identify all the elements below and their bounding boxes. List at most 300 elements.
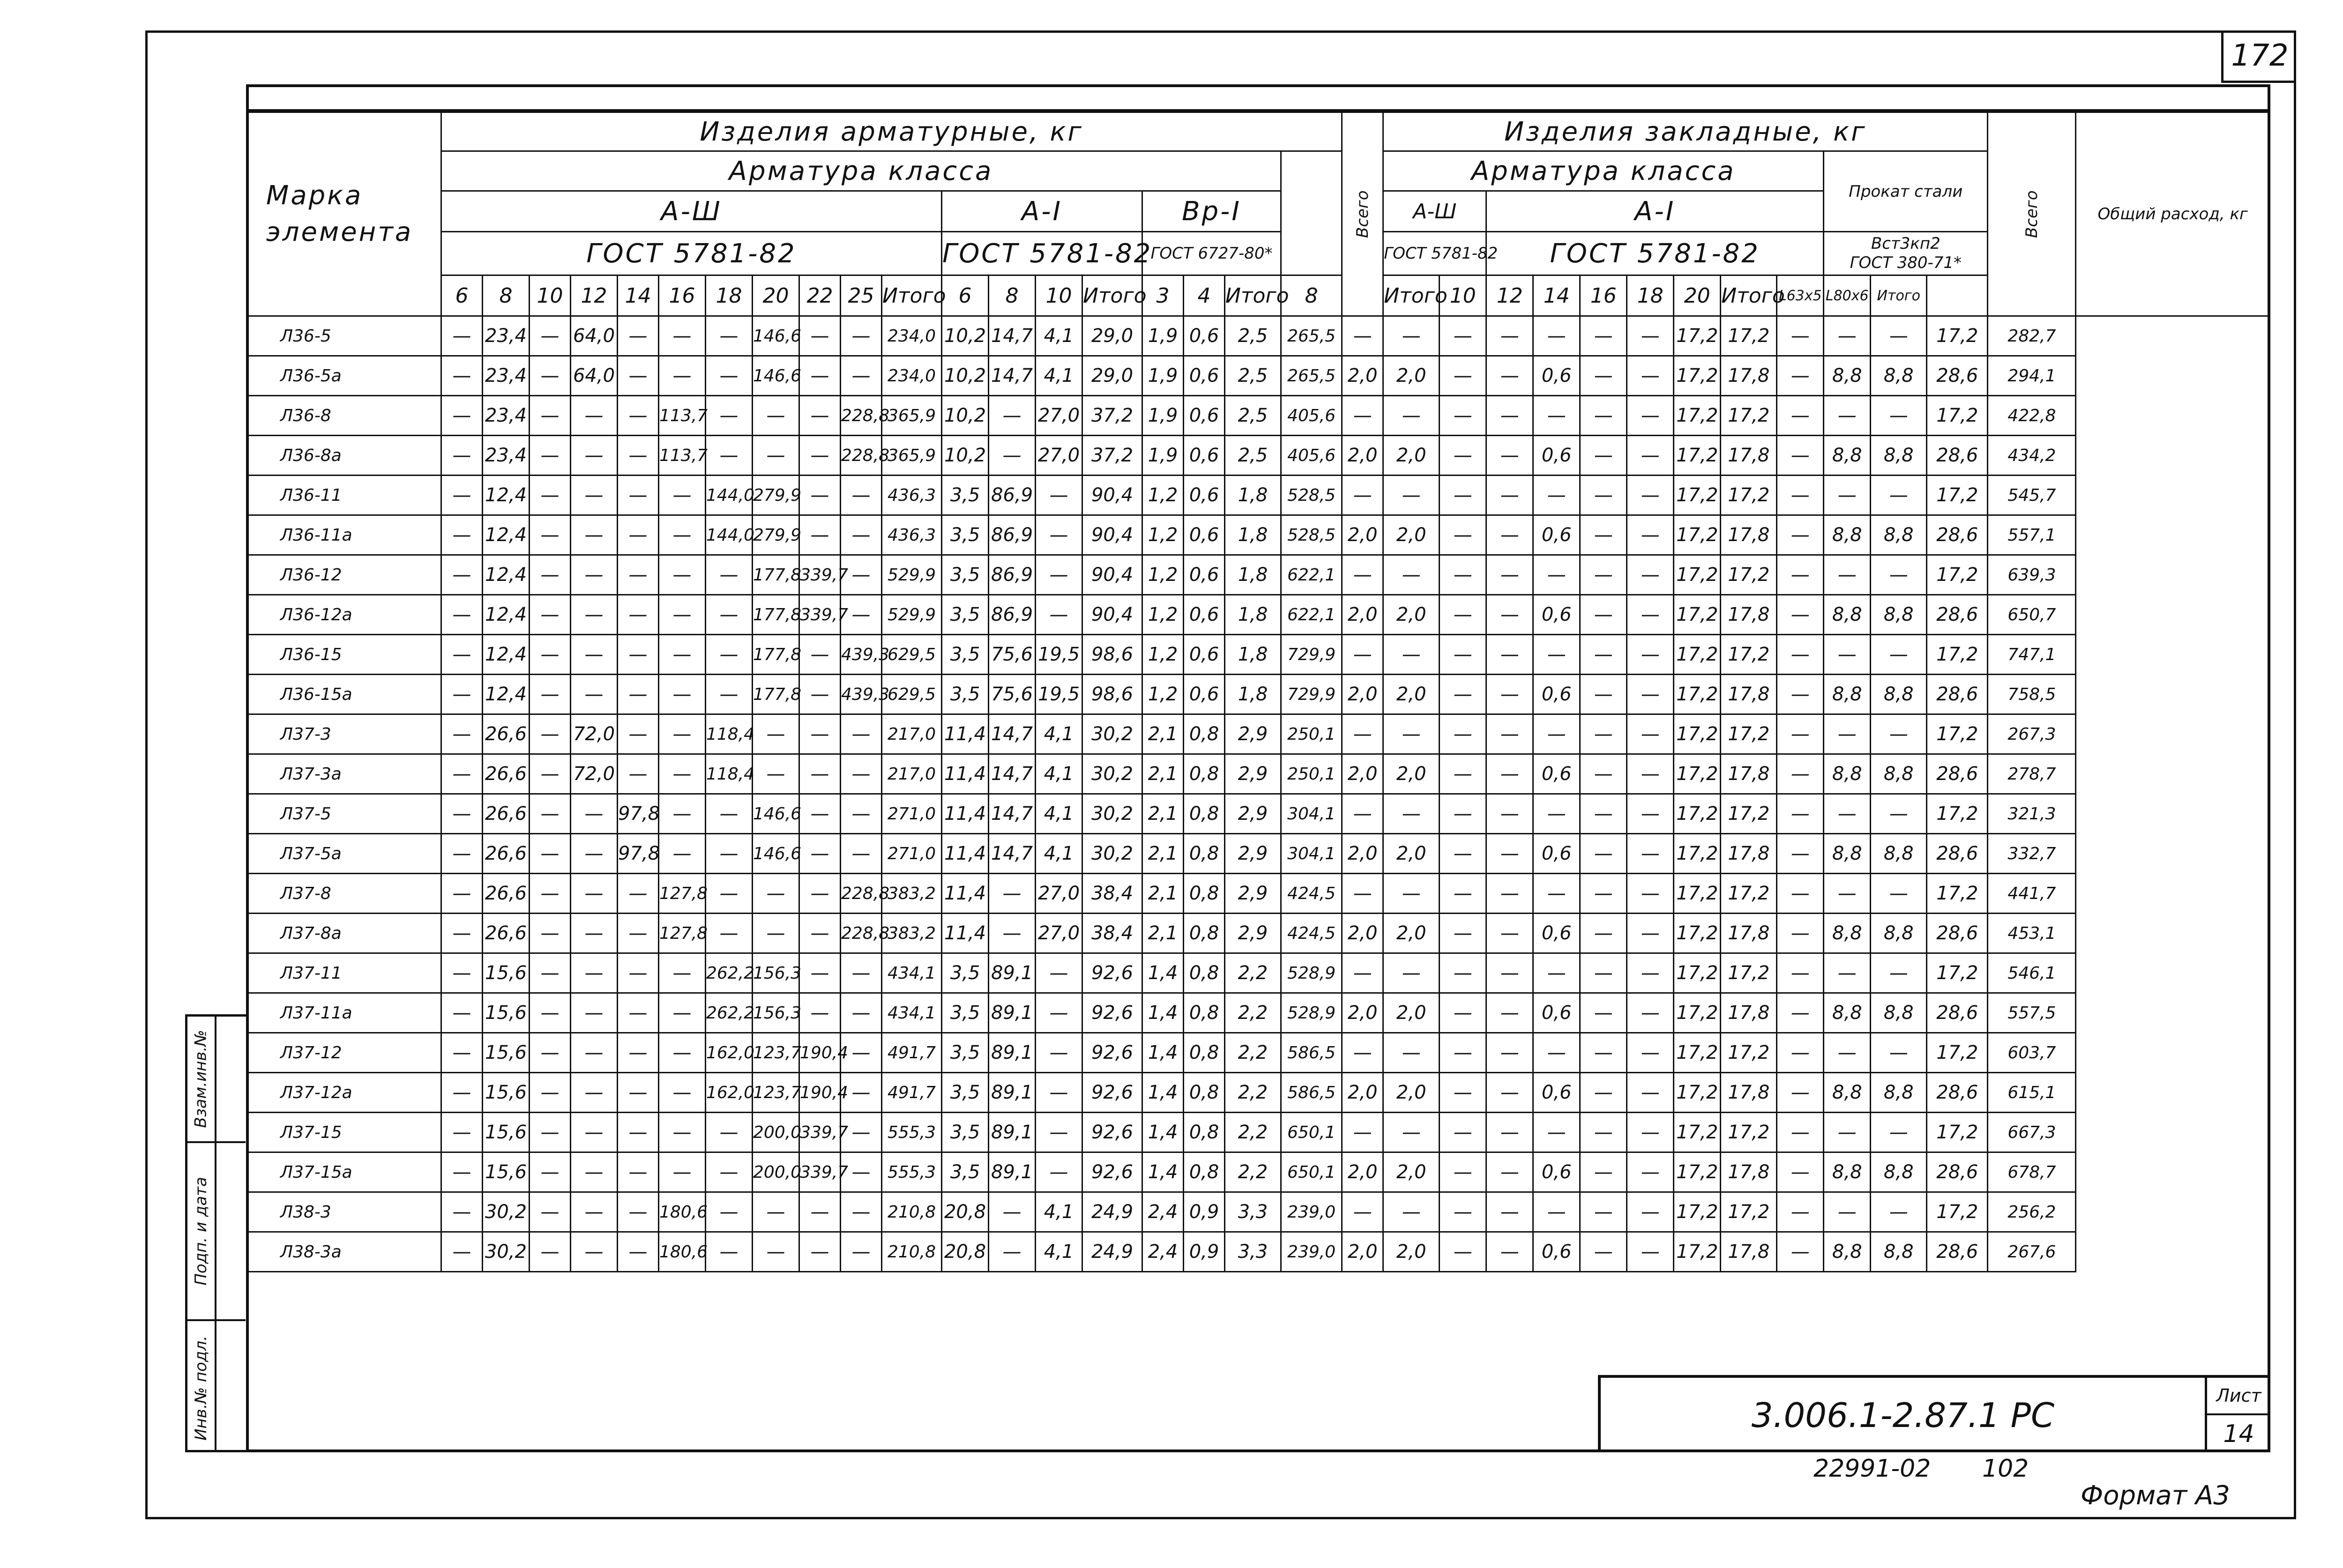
table-cell: — xyxy=(1580,595,1627,635)
format-label: Формат А3 xyxy=(2081,1480,2230,1511)
table-cell: — xyxy=(530,476,571,515)
table-cell: — xyxy=(618,555,659,595)
table-cell: 23,4 xyxy=(483,316,530,356)
table-cell: 2,0 xyxy=(1383,1073,1440,1113)
table-cell: 17,2 xyxy=(1674,1073,1721,1113)
table-cell: 17,2 xyxy=(1721,714,1777,754)
table-cell: — xyxy=(1342,316,1383,356)
table-cell: 26,6 xyxy=(483,754,530,794)
table-cell: — xyxy=(799,714,841,754)
table-cell: — xyxy=(441,436,483,476)
table-cell: — xyxy=(1440,396,1486,436)
table-cell: — xyxy=(1777,476,1824,515)
table-cell: — xyxy=(841,993,882,1033)
element-mark: Л36-12а xyxy=(247,595,441,635)
table-cell: 17,2 xyxy=(1674,993,1721,1033)
table-cell: 2,0 xyxy=(1383,515,1440,555)
table-row xyxy=(247,476,2270,515)
table-cell: 123,7 xyxy=(753,1073,799,1113)
table-cell: 17,2 xyxy=(1674,714,1721,754)
element-mark: Л37-3 xyxy=(247,714,441,754)
table-cell: — xyxy=(1580,555,1627,595)
element-mark: Л36-8а xyxy=(247,436,441,476)
table-cell: — xyxy=(706,675,753,714)
table-cell: — xyxy=(1824,555,1871,595)
table-cell: — xyxy=(706,635,753,675)
table-cell: — xyxy=(571,595,618,635)
table-cell: — xyxy=(753,1232,799,1272)
table-cell: 17,2 xyxy=(1674,476,1721,515)
table-cell: 17,2 xyxy=(1721,476,1777,515)
table-cell: 8,8 xyxy=(1871,1152,1927,1192)
table-cell: — xyxy=(841,953,882,993)
table-cell: 15,6 xyxy=(483,1152,530,1192)
table-cell: 2,2 xyxy=(1225,1152,1281,1192)
table-cell: 3,5 xyxy=(942,993,989,1033)
table-cell: — xyxy=(753,714,799,754)
table-cell: — xyxy=(1440,476,1486,515)
table-cell: — xyxy=(659,714,706,754)
table-cell: — xyxy=(1627,436,1674,476)
table-cell: 177,8 xyxy=(753,675,799,714)
table-row xyxy=(247,555,2270,595)
table-cell: 97,8 xyxy=(618,794,659,834)
table-cell: — xyxy=(1383,1033,1440,1073)
table-cell: — xyxy=(1627,993,1674,1033)
table-cell: 234,0 xyxy=(882,356,942,396)
table-cell: — xyxy=(530,834,571,874)
table-cell: 12,4 xyxy=(483,595,530,635)
table-row xyxy=(247,316,2270,356)
table-cell: — xyxy=(1580,1033,1627,1073)
header-prokat-grade xyxy=(1824,232,1988,275)
table-cell: 23,4 xyxy=(483,396,530,436)
table-cell: 72,0 xyxy=(571,714,618,754)
table-cell: 650,1 xyxy=(1281,1152,1342,1192)
header-vsego-right: Всего xyxy=(1988,112,2076,316)
table-cell: 1,8 xyxy=(1225,675,1281,714)
table-cell: — xyxy=(1777,1033,1824,1073)
table-cell: — xyxy=(1486,834,1533,874)
table-cell: — xyxy=(706,914,753,953)
table-cell: 615,1 xyxy=(1988,1073,2076,1113)
table-cell: 23,4 xyxy=(483,356,530,396)
element-mark: Л37-5 xyxy=(247,794,441,834)
table-cell: 10,2 xyxy=(942,356,989,396)
table-cell: 424,5 xyxy=(1281,874,1342,914)
table-cell: 17,2 xyxy=(1721,1033,1777,1073)
table-cell: 1,9 xyxy=(1142,316,1184,356)
table-cell: — xyxy=(571,396,618,436)
table-cell: — xyxy=(1824,1033,1871,1073)
table-cell: 434,2 xyxy=(1988,436,2076,476)
table-cell: — xyxy=(441,1113,483,1152)
table-cell: 2,1 xyxy=(1142,794,1184,834)
inventory-number: 22991-02 xyxy=(1813,1455,1931,1483)
table-cell: — xyxy=(571,675,618,714)
table-cell: — xyxy=(1777,834,1824,874)
table-cell: — xyxy=(706,316,753,356)
col-header-a1-right-0: 10 xyxy=(1440,275,1486,316)
element-mark: Л37-3а xyxy=(247,754,441,794)
table-cell: — xyxy=(571,436,618,476)
table-cell: 26,6 xyxy=(483,714,530,754)
table-cell: — xyxy=(618,635,659,675)
table-cell: — xyxy=(441,396,483,436)
table-cell: 586,5 xyxy=(1281,1033,1342,1073)
sheet-number: 14 xyxy=(2223,1419,2254,1448)
table-cell: — xyxy=(1627,1033,1674,1073)
table-cell: 557,5 xyxy=(1988,993,2076,1033)
table-cell: — xyxy=(1627,754,1674,794)
table-cell: 8,8 xyxy=(1824,436,1871,476)
table-cell: 26,6 xyxy=(483,874,530,914)
table-cell: — xyxy=(753,754,799,794)
table-cell: 0,8 xyxy=(1184,914,1225,953)
table-cell: 92,6 xyxy=(1082,1073,1142,1113)
table-cell: 1,8 xyxy=(1225,635,1281,675)
table-cell: — xyxy=(841,1113,882,1152)
table-cell: 37,2 xyxy=(1082,396,1142,436)
table-cell: 339,7 xyxy=(799,595,841,635)
table-cell: — xyxy=(618,953,659,993)
table-cell: 528,9 xyxy=(1281,993,1342,1033)
table-cell: — xyxy=(530,953,571,993)
table-cell: — xyxy=(1824,396,1871,436)
table-cell: 17,2 xyxy=(1721,953,1777,993)
sidebar-value-column xyxy=(216,1017,246,1450)
table-cell: — xyxy=(1486,356,1533,396)
table-cell: — xyxy=(989,914,1036,953)
table-cell: 89,1 xyxy=(989,1033,1036,1073)
table-cell: 339,7 xyxy=(799,555,841,595)
spacer xyxy=(1281,191,1342,232)
table-cell: — xyxy=(530,714,571,754)
table-cell: — xyxy=(571,794,618,834)
table-cell: 12,4 xyxy=(483,675,530,714)
table-cell: — xyxy=(659,356,706,396)
table-cell: 17,2 xyxy=(1674,1033,1721,1073)
header-gost-a3-left: ГОСТ 5781-82 xyxy=(441,232,942,275)
sidebar-label-column xyxy=(187,1017,216,1450)
table-cell: — xyxy=(1824,476,1871,515)
table-cell: — xyxy=(1777,316,1824,356)
table-cell: — xyxy=(530,1033,571,1073)
table-cell: 17,2 xyxy=(1927,396,1988,436)
table-cell: — xyxy=(1383,316,1440,356)
table-cell: 28,6 xyxy=(1927,754,1988,794)
sheet-box xyxy=(2205,1378,2270,1452)
table-cell: 294,1 xyxy=(1988,356,2076,396)
table-cell: — xyxy=(530,1192,571,1232)
table-cell: 177,8 xyxy=(753,555,799,595)
table-cell: — xyxy=(1627,914,1674,953)
table-cell: 17,2 xyxy=(1721,396,1777,436)
table-cell: 2,0 xyxy=(1383,436,1440,476)
table-cell: — xyxy=(1627,1152,1674,1192)
table-cell: 89,1 xyxy=(989,993,1036,1033)
table-cell: 2,2 xyxy=(1225,993,1281,1033)
table-cell: 17,2 xyxy=(1927,714,1988,754)
table-cell: — xyxy=(799,436,841,476)
header-gost-bp1: ГОСТ 6727-80* xyxy=(1142,232,1281,275)
table-cell: 729,9 xyxy=(1281,675,1342,714)
table-cell: 17,8 xyxy=(1721,914,1777,953)
table-cell: 2,9 xyxy=(1225,714,1281,754)
table-cell: 14,7 xyxy=(989,714,1036,754)
table-cell: 20,8 xyxy=(942,1192,989,1232)
table-cell: 17,8 xyxy=(1721,675,1777,714)
table-cell: — xyxy=(659,595,706,635)
col-header-a3-left-9: 25 xyxy=(841,275,882,316)
table-cell: — xyxy=(706,794,753,834)
table-cell: — xyxy=(1533,714,1580,754)
table-cell: 8,8 xyxy=(1824,1232,1871,1272)
table-cell: 17,8 xyxy=(1721,1152,1777,1192)
table-cell: 217,0 xyxy=(882,754,942,794)
table-cell: — xyxy=(753,396,799,436)
table-cell: 27,0 xyxy=(1036,436,1082,476)
table-cell: — xyxy=(1383,635,1440,675)
col-header-a3-left-5: 16 xyxy=(659,275,706,316)
table-cell: 28,6 xyxy=(1927,356,1988,396)
table-cell: 0,6 xyxy=(1533,1232,1580,1272)
table-cell: 1,4 xyxy=(1142,1152,1184,1192)
prokat-gost: ГОСТ 380-71* xyxy=(1850,253,1962,272)
table-cell: 265,5 xyxy=(1281,356,1342,396)
table-cell: 123,7 xyxy=(753,1033,799,1073)
table-cell: 3,5 xyxy=(942,595,989,635)
col-header-a1-right-2: 14 xyxy=(1533,275,1580,316)
table-cell: 75,6 xyxy=(989,675,1036,714)
spacer xyxy=(1281,151,1342,191)
element-mark: Л36-11а xyxy=(247,515,441,555)
table-cell: 0,6 xyxy=(1533,515,1580,555)
table-cell: 17,8 xyxy=(1721,1232,1777,1272)
table-cell: 146,6 xyxy=(753,316,799,356)
table-cell: — xyxy=(1533,1033,1580,1073)
table-cell: — xyxy=(1777,436,1824,476)
table-cell: 2,1 xyxy=(1142,714,1184,754)
table-cell: 144,0 xyxy=(706,476,753,515)
table-cell: 0,6 xyxy=(1533,834,1580,874)
table-cell: 180,6 xyxy=(659,1192,706,1232)
table-cell: 1,4 xyxy=(1142,953,1184,993)
table-cell: — xyxy=(618,316,659,356)
table-cell: — xyxy=(1580,874,1627,914)
table-cell: — xyxy=(1486,714,1533,754)
table-cell: — xyxy=(841,476,882,515)
col-header-a1-left-1: 8 xyxy=(989,275,1036,316)
table-cell: 38,4 xyxy=(1082,914,1142,953)
table-cell: 146,6 xyxy=(753,834,799,874)
table-cell: — xyxy=(530,635,571,675)
table-cell: — xyxy=(571,515,618,555)
table-cell: 17,2 xyxy=(1927,316,1988,356)
table-cell: — xyxy=(1871,1033,1927,1073)
table-cell: 667,3 xyxy=(1988,1113,2076,1152)
table-cell: — xyxy=(1824,635,1871,675)
table-row xyxy=(247,675,2270,714)
table-cell: 98,6 xyxy=(1082,675,1142,714)
table-cell: — xyxy=(530,595,571,635)
table-cell: — xyxy=(1440,754,1486,794)
table-cell: — xyxy=(1777,356,1824,396)
table-cell: — xyxy=(618,714,659,754)
table-cell: 0,9 xyxy=(1184,1192,1225,1232)
col-header-bp1-0: 3 xyxy=(1142,275,1184,316)
table-cell: — xyxy=(1777,1152,1824,1192)
table-cell: 11,4 xyxy=(942,754,989,794)
table-cell: 97,8 xyxy=(618,834,659,874)
sheet-label: Лист xyxy=(2207,1378,2270,1415)
table-row xyxy=(247,1033,2270,1073)
table-cell: 1,4 xyxy=(1142,1113,1184,1152)
table-cell: — xyxy=(841,754,882,794)
table-cell: — xyxy=(1342,1192,1383,1232)
table-row xyxy=(247,635,2270,675)
table-cell: 12,4 xyxy=(483,635,530,675)
table-cell: — xyxy=(1486,316,1533,356)
table-cell: — xyxy=(1440,714,1486,754)
header-a1-right: А-I xyxy=(1486,191,1824,232)
table-cell: 8,8 xyxy=(1824,993,1871,1033)
table-cell: — xyxy=(571,914,618,953)
col-header-a1-right-3: 16 xyxy=(1580,275,1627,316)
table-cell: 24,9 xyxy=(1082,1232,1142,1272)
table-cell: 28,6 xyxy=(1927,1152,1988,1192)
table-cell: — xyxy=(989,436,1036,476)
table-cell: 239,0 xyxy=(1281,1192,1342,1232)
table-cell: — xyxy=(1342,1113,1383,1152)
table-cell: 90,4 xyxy=(1082,595,1142,635)
table-cell: — xyxy=(1580,515,1627,555)
table-cell: — xyxy=(659,1113,706,1152)
table-cell: — xyxy=(1440,555,1486,595)
table-cell: — xyxy=(1036,476,1082,515)
table-cell: — xyxy=(1486,874,1533,914)
table-cell: — xyxy=(841,316,882,356)
table-cell: 37,2 xyxy=(1082,436,1142,476)
table-cell: — xyxy=(1580,1152,1627,1192)
col-header-a3-left-0: 6 xyxy=(441,275,483,316)
table-cell: — xyxy=(1777,675,1824,714)
col-header-prokat-2: Итого xyxy=(1871,275,1927,316)
table-cell: — xyxy=(706,356,753,396)
table-cell: — xyxy=(1486,1113,1533,1152)
table-cell: — xyxy=(441,675,483,714)
table-cell: 17,2 xyxy=(1927,476,1988,515)
table-cell: — xyxy=(441,1232,483,1272)
table-cell: — xyxy=(1342,1033,1383,1073)
table-cell: — xyxy=(1580,914,1627,953)
table-cell: 12,4 xyxy=(483,476,530,515)
table-cell: — xyxy=(1871,874,1927,914)
table-cell: — xyxy=(1777,1073,1824,1113)
table-cell: 2,9 xyxy=(1225,914,1281,953)
table-cell: — xyxy=(1486,595,1533,635)
table-cell: — xyxy=(618,1152,659,1192)
table-cell: — xyxy=(441,1192,483,1232)
table-cell: 14,7 xyxy=(989,834,1036,874)
table-cell: 228,8 xyxy=(841,914,882,953)
table-cell: — xyxy=(1580,356,1627,396)
table-cell: — xyxy=(530,794,571,834)
col-header-bp1-2: Итого xyxy=(1225,275,1281,316)
table-cell: — xyxy=(799,1192,841,1232)
table-cell: 0,6 xyxy=(1533,754,1580,794)
table-cell: 2,0 xyxy=(1342,436,1383,476)
table-cell: — xyxy=(618,993,659,1033)
table-cell: 3,5 xyxy=(942,1033,989,1073)
table-cell: — xyxy=(1627,675,1674,714)
prokat-grade: Вст3кп2 xyxy=(1871,234,1940,253)
table-cell: — xyxy=(659,834,706,874)
table-cell: — xyxy=(1486,1232,1533,1272)
table-cell: — xyxy=(1486,1152,1533,1192)
table-cell: 17,2 xyxy=(1927,874,1988,914)
table-cell: — xyxy=(1627,595,1674,635)
table-cell: 10,2 xyxy=(942,396,989,436)
element-mark: Л36-15а xyxy=(247,675,441,714)
table-cell: 15,6 xyxy=(483,1033,530,1073)
spacer xyxy=(1281,232,1342,275)
table-cell: 2,0 xyxy=(1342,675,1383,714)
table-cell: 0,8 xyxy=(1184,874,1225,914)
table-cell: — xyxy=(571,953,618,993)
table-cell: 17,2 xyxy=(1927,1192,1988,1232)
table-cell: — xyxy=(1627,356,1674,396)
table-cell: 279,9 xyxy=(753,476,799,515)
table-cell: 228,8 xyxy=(841,396,882,436)
table-cell: — xyxy=(1486,635,1533,675)
table-cell: — xyxy=(1580,396,1627,436)
table-cell: — xyxy=(530,914,571,953)
table-cell: — xyxy=(753,874,799,914)
element-mark: Л37-11а xyxy=(247,993,441,1033)
table-cell: — xyxy=(706,1113,753,1152)
table-cell: 17,2 xyxy=(1721,635,1777,675)
table-cell: 14,7 xyxy=(989,794,1036,834)
table-cell: — xyxy=(441,555,483,595)
table-cell: — xyxy=(1777,874,1824,914)
table-cell: — xyxy=(1036,595,1082,635)
table-cell: 17,2 xyxy=(1674,1113,1721,1152)
table-cell: 439,3 xyxy=(841,635,882,675)
col-header-a1-right-6: Итого xyxy=(1721,275,1777,316)
table-cell: — xyxy=(1871,476,1927,515)
table-cell: 0,6 xyxy=(1184,316,1225,356)
table-row xyxy=(247,993,2270,1033)
table-cell: 17,8 xyxy=(1721,834,1777,874)
table-cell: — xyxy=(1486,675,1533,714)
table-cell: 1,4 xyxy=(1142,1073,1184,1113)
table-cell: — xyxy=(618,914,659,953)
table-cell: — xyxy=(1342,874,1383,914)
table-cell: 405,6 xyxy=(1281,436,1342,476)
table-cell: — xyxy=(1871,714,1927,754)
table-cell: 0,8 xyxy=(1184,794,1225,834)
table-cell: 0,6 xyxy=(1533,914,1580,953)
table-cell: 1,9 xyxy=(1142,396,1184,436)
table-cell: 2,0 xyxy=(1342,914,1383,953)
table-cell: 14,7 xyxy=(989,356,1036,396)
table-cell: — xyxy=(753,914,799,953)
table-cell: 17,2 xyxy=(1674,754,1721,794)
table-cell: 12,4 xyxy=(483,555,530,595)
table-cell: — xyxy=(1580,794,1627,834)
table-cell: 4,1 xyxy=(1036,794,1082,834)
